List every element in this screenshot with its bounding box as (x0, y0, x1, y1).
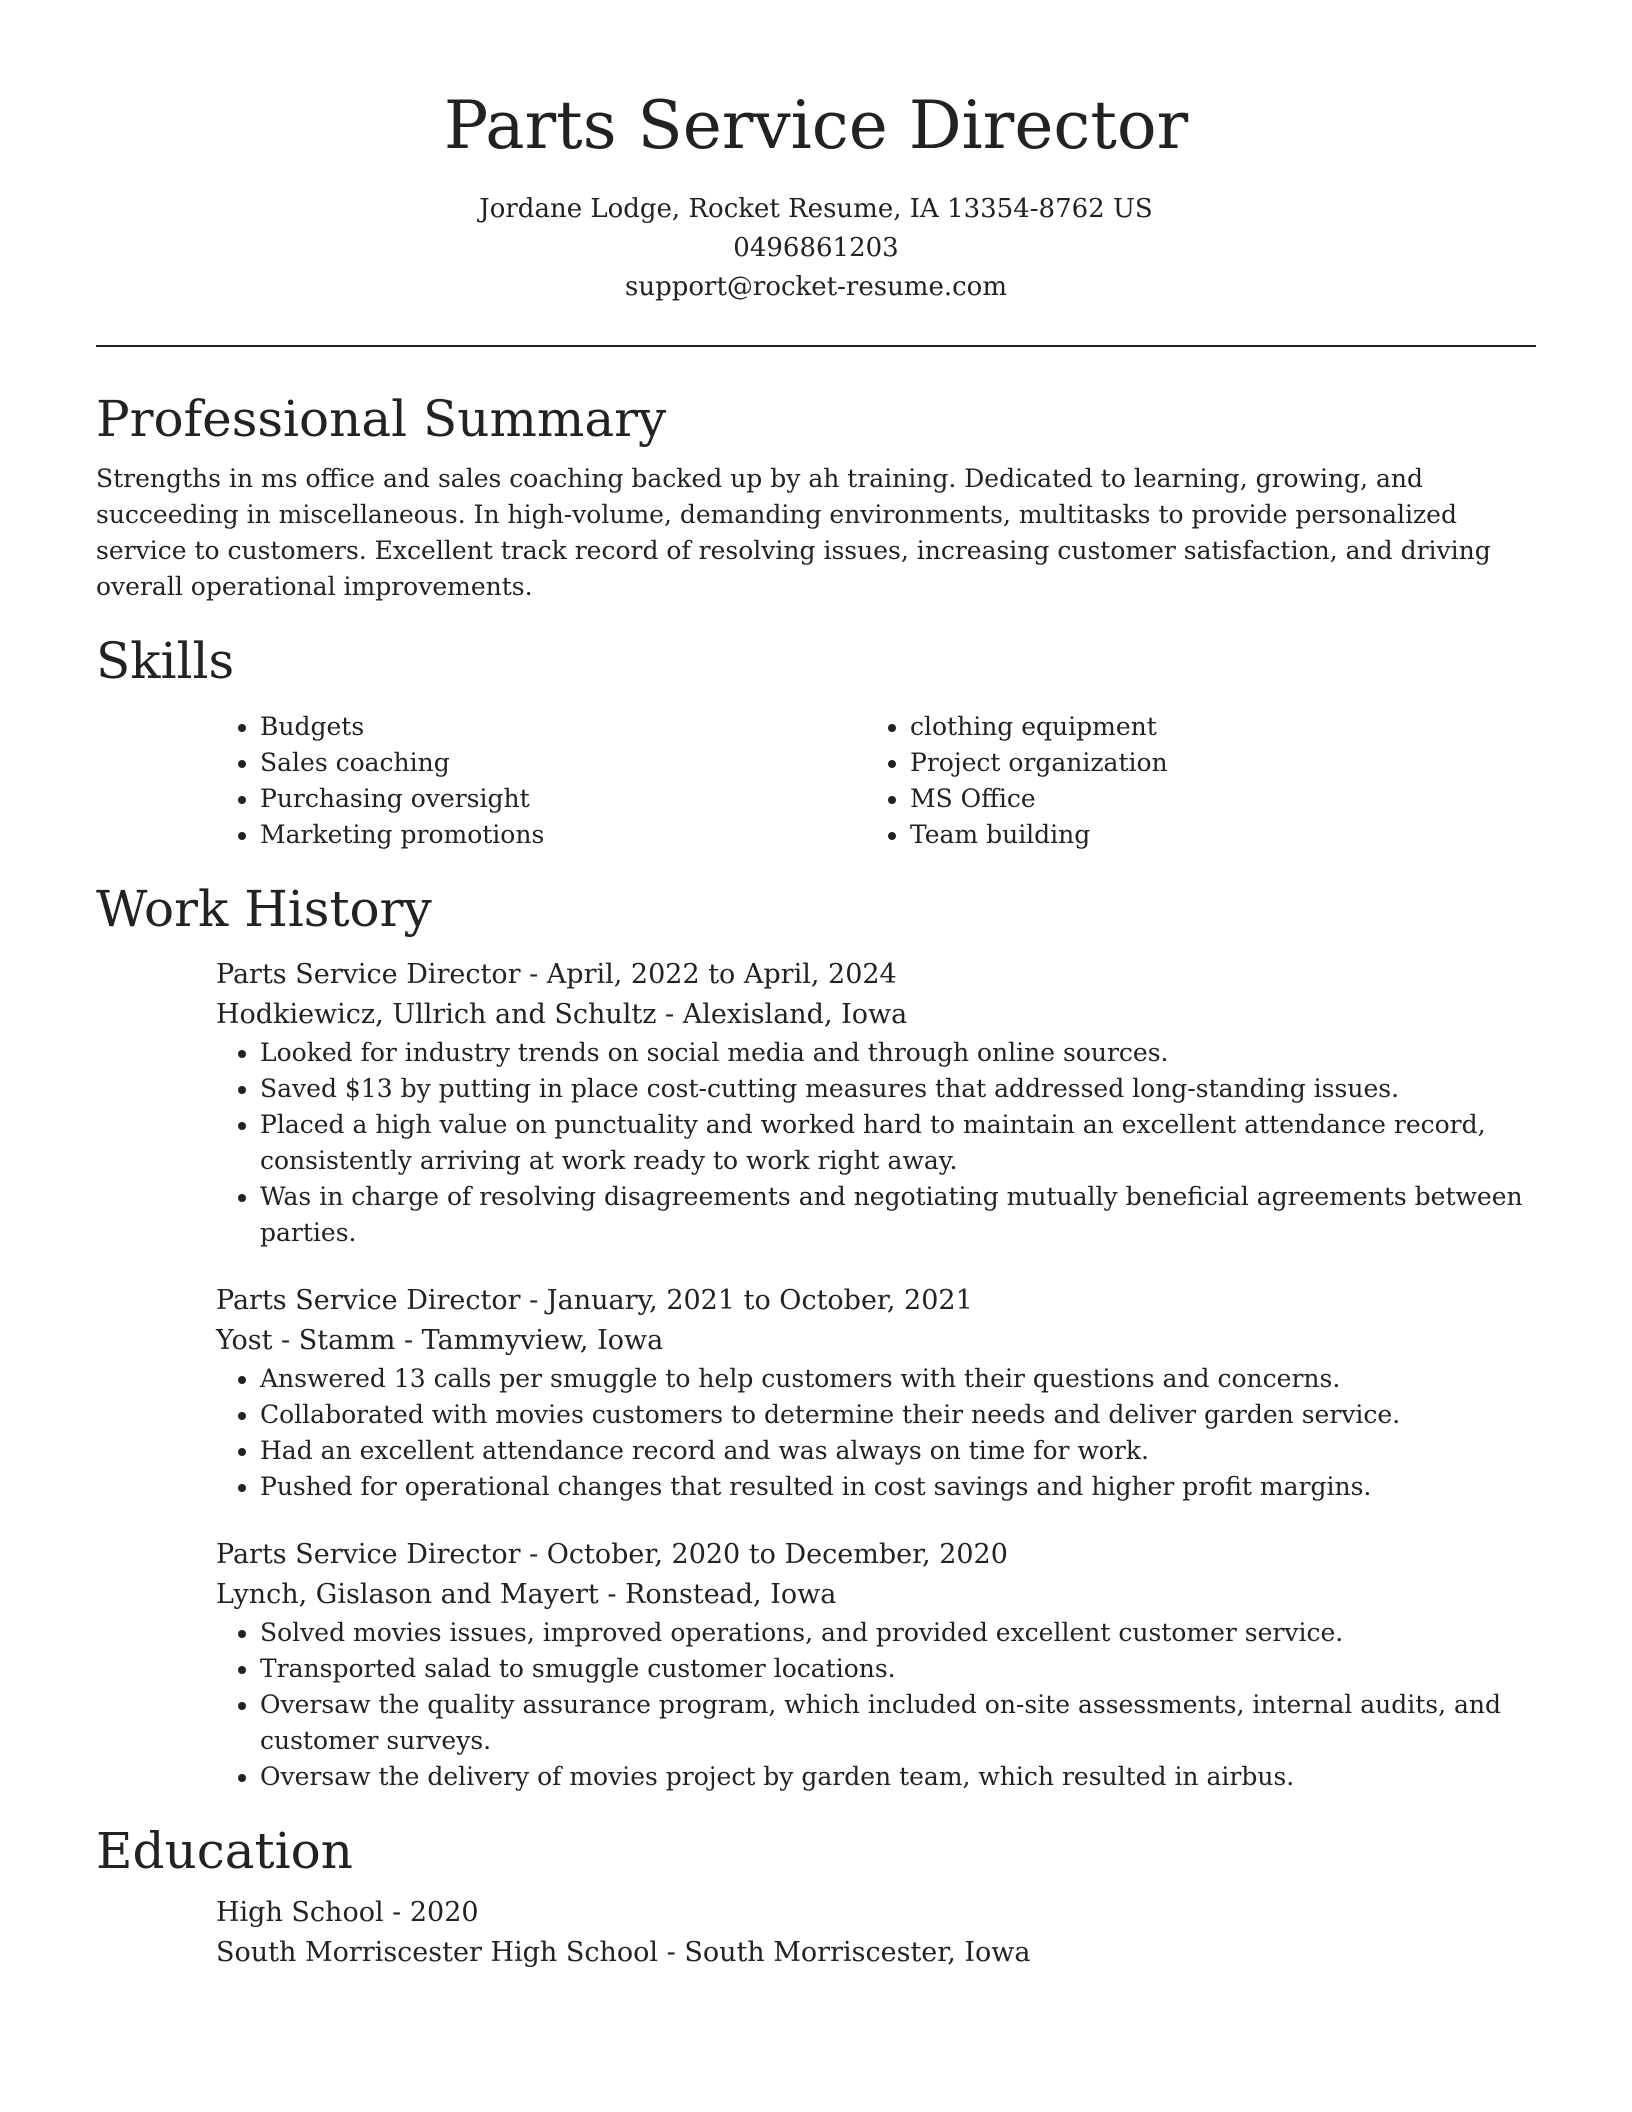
work-history-title: Work History (96, 880, 432, 938)
skill-item: • Marketing promotions (260, 817, 866, 853)
education-entry (216, 1893, 1536, 1973)
summary-section (96, 387, 1536, 605)
job-bullets (216, 1615, 1536, 1795)
job-title-dates: Parts Service Director - October, 2020 to December, 2020 (216, 1539, 1008, 1570)
job-bullet: • Placed a high value on punctuality and worked hard to maintain an excellent attendance record, consistently arriving at work ready to work right away. (260, 1107, 1536, 1179)
header-divider (96, 345, 1536, 347)
skills-column-left (216, 709, 866, 853)
skill-item: • clothing equipment (910, 709, 1516, 745)
education-section (96, 1819, 1536, 1973)
resume-header (96, 0, 1536, 307)
education-degree-year: High School - 2020 (216, 1897, 479, 1928)
skill-item: • Sales coaching (260, 745, 866, 781)
job-entry (216, 1281, 1536, 1505)
job-bullet: • Oversaw the delivery of movies project by garden team, which resulted in airbus. (260, 1759, 1536, 1795)
job-title-dates: Parts Service Director - April, 2022 to April, 2024 (216, 959, 897, 990)
skill-item: • Budgets (260, 709, 866, 745)
job-company-location: Lynch, Gislason and Mayert - Ronstead, Iowa (216, 1579, 837, 1610)
resume-page (96, 0, 1536, 1973)
skills-list (216, 709, 1536, 853)
job-company-location: Hodkiewicz, Ullrich and Schultz - Alexisland, Iowa (216, 999, 908, 1030)
contact-email: support@rocket-resume.com (624, 272, 1007, 302)
work-history-section (96, 877, 1536, 1795)
job-title-dates: Parts Service Director - January, 2021 to October, 2021 (216, 1285, 973, 1316)
contact-address: Jordane Lodge, Rocket Resume, IA 13354-8762 US (479, 194, 1153, 224)
resume-name: Parts Service Director (443, 87, 1189, 164)
education-school-location: South Morriscester High School - South Morriscester, Iowa (216, 1937, 1031, 1968)
summary-text: Strengths in ms office and sales coaching backed up by ah training. Dedicated to learning, growing, and succeeding in miscellaneous. In high-volume, demanding environments, multitasks to provide personalized service to customers. Excellent track record of resolving issues, increasing customer satisfaction, and driving overall operational improvements. (96, 464, 1491, 601)
job-bullet: • Looked for industry trends on social media and through online sources. (260, 1035, 1536, 1071)
job-bullet: • Answered 13 calls per smuggle to help customers with their questions and concerns. (260, 1361, 1536, 1397)
job-bullet: • Was in charge of resolving disagreements and negotiating mutually beneficial agreements between parties. (260, 1179, 1536, 1251)
job-bullet: • Oversaw the quality assurance program, which included on-site assessments, internal audits, and customer surveys. (260, 1687, 1536, 1759)
job-bullet: • Transported salad to smuggle customer locations. (260, 1651, 1536, 1687)
job-company-location: Yost - Stamm - Tammyview, Iowa (216, 1325, 664, 1356)
skill-item: • Team building (910, 817, 1516, 853)
job-bullets (216, 1361, 1536, 1505)
contact-phone: 0496861203 (733, 233, 899, 263)
job-entry (216, 1535, 1536, 1795)
contact-info (96, 190, 1536, 307)
job-bullet: • Pushed for operational changes that resulted in cost savings and higher profit margins. (260, 1469, 1536, 1505)
job-entry (216, 955, 1536, 1251)
skill-item: • Project organization (910, 745, 1516, 781)
job-bullet: • Saved $13 by putting in place cost-cutting measures that addressed long-standing issues. (260, 1071, 1536, 1107)
job-bullet: • Collaborated with movies customers to determine their needs and deliver garden service. (260, 1397, 1536, 1433)
job-bullets (216, 1035, 1536, 1251)
education-title: Education (96, 1822, 353, 1880)
skill-item: • Purchasing oversight (260, 781, 866, 817)
skills-column-right (866, 709, 1516, 853)
job-bullet: • Solved movies issues, improved operations, and provided excellent customer service. (260, 1615, 1536, 1651)
job-bullet: • Had an excellent attendance record and was always on time for work. (260, 1433, 1536, 1469)
skills-title: Skills (96, 632, 235, 690)
skill-item: • MS Office (910, 781, 1516, 817)
summary-title: Professional Summary (96, 390, 667, 448)
skills-section (96, 629, 1536, 853)
